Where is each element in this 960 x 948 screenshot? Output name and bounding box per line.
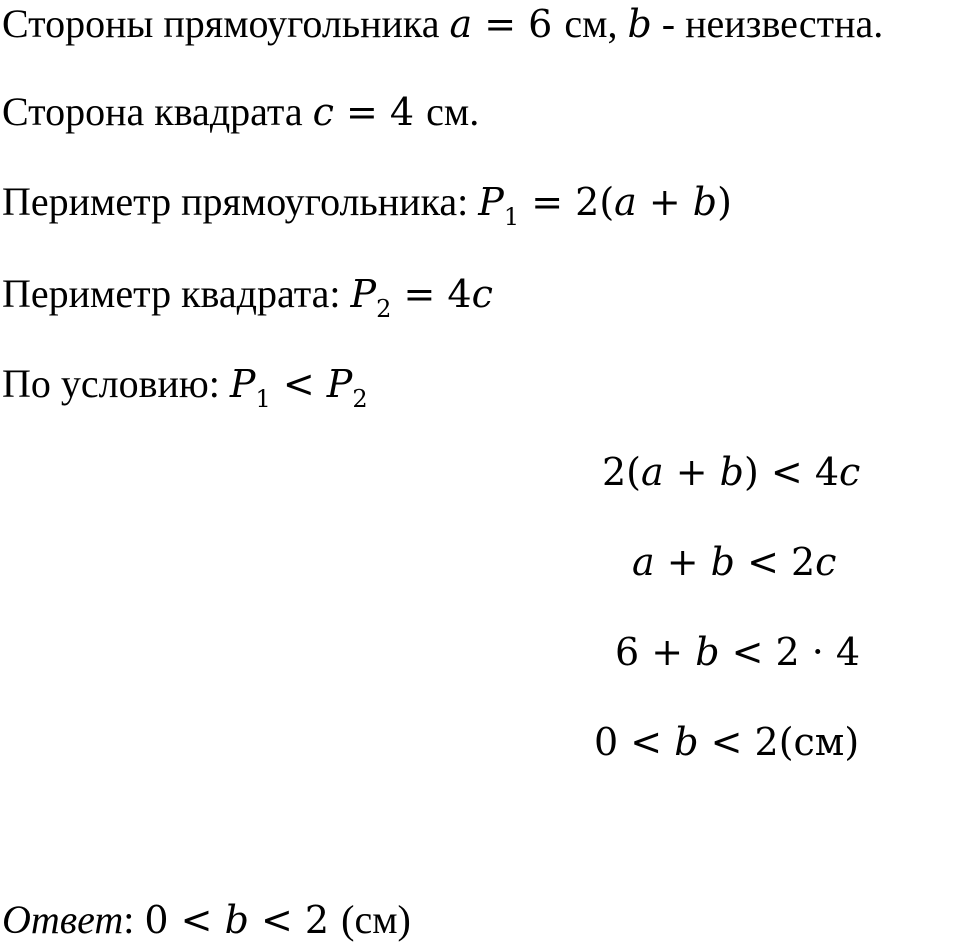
variable-b: b xyxy=(224,898,249,942)
variable-c: c xyxy=(471,272,493,316)
variable-b: b xyxy=(719,450,744,494)
text: Стороны прямоугольника xyxy=(2,1,450,46)
variable-p: P xyxy=(326,362,353,406)
math-plus: + xyxy=(663,450,720,494)
equation-step-4 xyxy=(594,718,859,766)
statement-perimeter-square xyxy=(2,270,493,333)
math-text: < 2 xyxy=(248,898,342,942)
variable-p: P xyxy=(229,362,256,406)
answer-label: Ответ xyxy=(2,897,124,942)
math-text: 0 < xyxy=(594,720,675,764)
math-text: < 2 xyxy=(734,540,816,584)
variable-b: b xyxy=(695,630,720,674)
math-less-than: < xyxy=(270,362,327,406)
text: Периметр прямоугольника: xyxy=(2,179,479,224)
math-text: < 2(см) xyxy=(698,720,860,764)
text: Сторона квадрата xyxy=(2,89,313,134)
unit: (см) xyxy=(341,897,411,942)
equation-step-3 xyxy=(615,628,860,676)
answer-line xyxy=(2,896,411,944)
variable-b: b xyxy=(710,540,735,584)
math-paren: ) xyxy=(717,180,732,224)
variable-b: b xyxy=(627,2,652,46)
math-text: 0 < xyxy=(144,898,225,942)
math-text: 6 + xyxy=(615,630,696,674)
subscript: 1 xyxy=(255,385,271,413)
text: - неизвестна. xyxy=(651,1,884,46)
math-equals: = 4 xyxy=(333,90,427,134)
subscript: 2 xyxy=(376,295,392,323)
variable-c: c xyxy=(312,90,334,134)
text: По условию: xyxy=(2,361,230,406)
text: см, xyxy=(564,1,628,46)
statement-perimeter-rectangle xyxy=(2,178,732,241)
text: : xyxy=(123,897,145,942)
math-text: < 2 · 4 xyxy=(719,630,861,674)
math-equals: = 6 xyxy=(472,2,565,46)
equation-step-1 xyxy=(602,448,860,496)
equation-step-2 xyxy=(632,538,836,586)
math-text: 2( xyxy=(602,450,642,494)
statement-condition xyxy=(2,360,368,423)
variable-c: c xyxy=(839,450,861,494)
variable-b: b xyxy=(674,720,699,764)
statement-sides-rectangle xyxy=(2,0,883,48)
subscript: 2 xyxy=(352,385,368,413)
math-plus: + xyxy=(654,540,711,584)
subscript: 1 xyxy=(503,203,520,231)
text: Периметр квадрата: xyxy=(2,271,351,316)
variable-a: a xyxy=(632,540,655,584)
variable-c: c xyxy=(815,540,837,584)
variable-p: P xyxy=(478,180,504,224)
statement-side-square xyxy=(2,88,479,136)
math-formula: = 2( xyxy=(519,180,615,224)
variable-a: a xyxy=(641,450,664,494)
math-plus: + xyxy=(636,180,693,224)
variable-a: a xyxy=(614,180,637,224)
math-text: ) < 4 xyxy=(744,450,839,494)
variable-a: a xyxy=(449,2,473,46)
variable-p: P xyxy=(350,272,377,316)
variable-b: b xyxy=(692,180,718,224)
text: см. xyxy=(426,89,480,134)
math-formula: = 4 xyxy=(391,272,472,316)
